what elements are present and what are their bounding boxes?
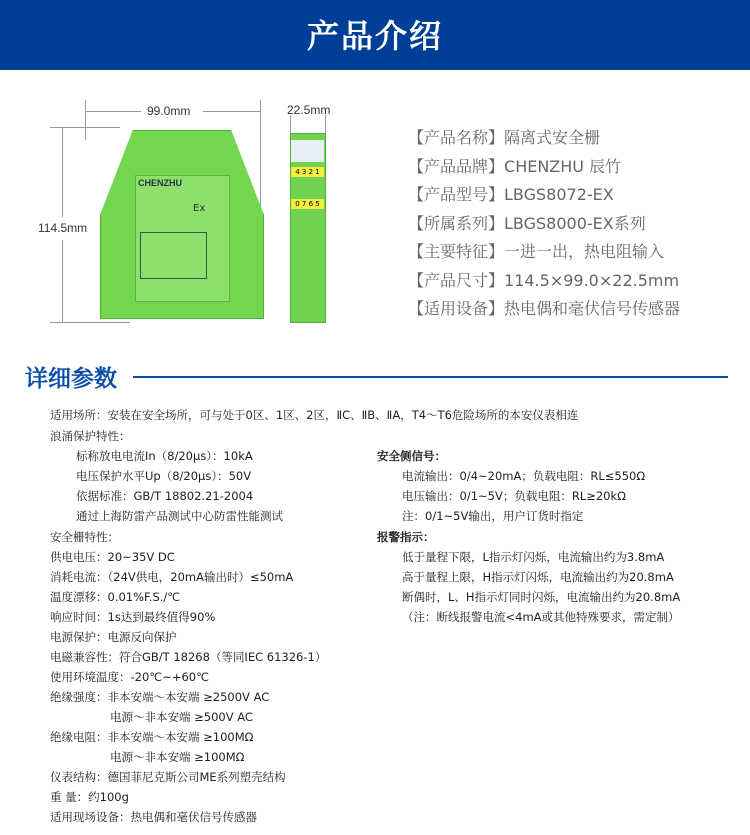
param-line: 高于量程上限，H指示灯闪烁，电流输出约为20.8mA <box>402 570 674 584</box>
param-line: 消耗电流：（24V供电，20mA输出时）≤50mA <box>50 570 294 584</box>
info-value: 一进一出，热电阻输入 <box>504 242 665 261</box>
param-line: 电源～非本安端 ≥500V AC <box>110 710 253 724</box>
info-item <box>408 181 680 210</box>
param-line: 注：0/1~5V输出，用户订货时指定 <box>402 509 584 523</box>
width-dimension: 99.0mm <box>147 104 191 118</box>
param-line: 适用现场设备：热电偶和毫伏信号传感器 <box>50 810 257 824</box>
param-line: 供电电压：20~35V DC <box>50 550 175 564</box>
param-line: 重 量：约100g <box>50 790 129 804</box>
param-line: 依据标准：GB/T 18802.21-2004 <box>76 489 254 503</box>
param-line: 电源～非本安端 ≥100MΩ <box>110 750 245 764</box>
info-item <box>408 238 680 267</box>
param-line: 安全侧信号： <box>377 449 446 463</box>
param-line: 电流输出：0/4~20mA；负载电阻：RL≤550Ω <box>402 469 646 483</box>
param-line: 绝缘电阻：非本安端～本安端 ≥100MΩ <box>50 730 254 744</box>
info-label: 【适用设备】 <box>408 299 505 318</box>
product-info-list <box>408 124 680 324</box>
param-line: 使用环境温度：-20℃~+60℃ <box>50 670 210 684</box>
info-item <box>408 153 680 182</box>
param-line: 响应时间：1s达到最终值得90% <box>50 610 216 624</box>
info-item <box>408 267 680 296</box>
section-divider <box>133 376 728 378</box>
param-line: 电压输出：0/1~5V；负载电阻：RL≥20kΩ <box>402 489 626 503</box>
circuit-diagram <box>140 232 207 279</box>
brand-mark: CHENZHU <box>138 178 182 188</box>
param-line: 通过上海防雷产品测试中心防雷性能测试 <box>76 509 283 523</box>
param-line: 电压保护水平Up（8/20μs）：50V <box>76 469 252 483</box>
terminal-labels-top: 4 3 2 1 <box>291 167 324 177</box>
param-line: 温度漂移：0.01%F.S./℃ <box>50 590 181 604</box>
param-line: 绝缘强度：非本安端～本安端 ≥2500V AC <box>50 690 270 704</box>
param-line: 电源保护：电源反向保护 <box>50 630 177 644</box>
info-label: 【产品品牌】 <box>408 156 505 176</box>
section-title: 详细参数 <box>25 366 117 392</box>
info-label: 【产品名称】 <box>408 128 505 147</box>
height-dimension: 114.5mm <box>38 221 88 235</box>
info-value: LBGS8000-EX系列 <box>504 213 646 233</box>
param-line: 适用场所：安装在安全场所，可与处于0区、1区、2区，ⅡC、ⅡB、ⅡA，T4～T6危险场所的本安仪表相连 <box>50 408 579 422</box>
param-line: 安全栅特性： <box>50 530 119 544</box>
info-label: 【产品尺寸】 <box>408 270 505 290</box>
info-item <box>408 295 680 324</box>
info-item <box>408 210 680 239</box>
param-line: 电磁兼容性：符合GB/T 18268（等同IEC 61326-1） <box>50 650 327 664</box>
info-label: 【主要特征】 <box>408 242 505 261</box>
param-line: 标称放电电流In（8/20μs）：10kA <box>76 449 253 463</box>
terminal-labels-bottom: 0 7 6 5 <box>291 199 324 209</box>
page-header: 产品介绍 <box>0 0 750 70</box>
info-label: 【产品型号】 <box>408 185 505 204</box>
depth-dimension: 22.5mm <box>287 103 331 117</box>
param-line: 断偶时，L、H指示灯同时闪烁，电流输出约为20.8mA <box>402 590 681 604</box>
info-value: LBGS8072-EX <box>504 185 614 204</box>
ex-mark: Ex <box>193 203 206 214</box>
info-value: CHENZHU 辰竹 <box>504 156 622 176</box>
info-value: 隔离式安全栅 <box>504 128 601 147</box>
info-value: 114.5×99.0×22.5mm <box>504 270 680 290</box>
info-value: 热电偶和毫伏信号传感器 <box>504 299 681 318</box>
param-line: 仪表结构：德国菲尼克斯公司ME系列塑壳结构 <box>50 770 286 784</box>
param-line: 报警指示： <box>377 530 435 544</box>
info-label: 【所属系列】 <box>408 213 505 233</box>
param-line: （注：断线报警电流<4mA或其他特殊要求，需定制） <box>402 610 680 624</box>
info-item <box>408 124 680 153</box>
param-line: 浪涌保护特性： <box>50 429 131 443</box>
param-line: 低于量程下限，L指示灯闪烁，电流输出约为3.8mA <box>402 550 665 564</box>
